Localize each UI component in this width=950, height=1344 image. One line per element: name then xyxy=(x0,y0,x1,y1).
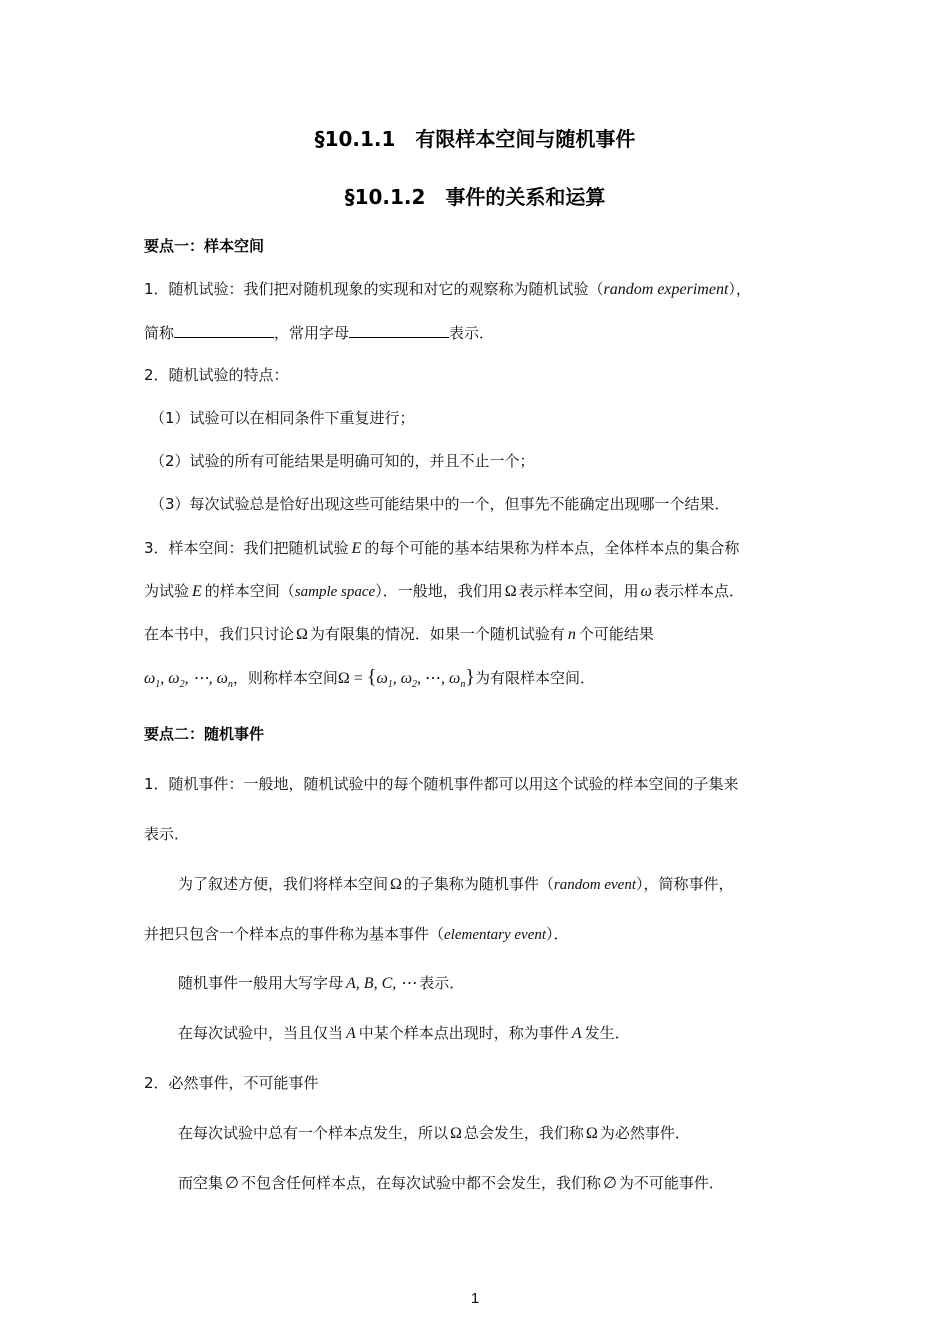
paragraph-sample-space-3: 在本书中，我们只讨论 Ω 为有限集的情况．如果一个随机试验有 n 个可能结果 xyxy=(144,625,654,643)
paragraph-elementary-event: 并把只包含一个样本点的事件称为基本事件（elementary event）． xyxy=(144,925,569,943)
paragraph-sample-space-2: 为试验 E 的样本空间（sample space）．一般地，我们用 Ω 表示样本空间，用 ω 表示样本点． xyxy=(144,582,744,600)
list-item-1: （1）试验可以在相同条件下重复进行； xyxy=(150,409,415,427)
paragraph-characteristics: 2．随机试验的特点： xyxy=(144,366,289,384)
formula-sample-space-set: $\Omega = \{\omega_1$, $\omega_2$, ⋯, $\omega_n$} xyxy=(337,666,475,691)
paragraph-sample-space-1: 3．样本空间：我们把随机试验 E 的每个可能的基本结果称为样本点，全体样本点的集合称 xyxy=(144,539,740,557)
list-item-2: （2）试验的所有可能结果是明确可知的，并且不止一个； xyxy=(150,452,535,470)
blank-letter[interactable] xyxy=(349,322,449,338)
page-number: 1 xyxy=(470,1290,480,1307)
paragraph-fill-blanks: 简称 ，常用字母 表示． xyxy=(144,324,495,342)
paragraph-random-event-1: 1．随机事件：一般地，随机试验中的每个随机事件都可以用这个试验的样本空间的子集来 xyxy=(144,775,739,793)
blank-abbreviation[interactable] xyxy=(174,322,274,338)
paragraph-event-letters: 随机事件一般用大写字母 A, B, C, ⋯ 表示． xyxy=(178,974,465,992)
paragraph-event-definition: 为了叙述方便，我们将样本空间 Ω 的子集称为随机事件（random event），简称事件， xyxy=(178,875,734,893)
paragraph-sample-space-formula: $\omega_1$, $\omega_2$, ⋯, $\omega_n$，则称样本空间$\Omega = \{\omega_1$, $\omega_2$, ⋯, $\omega_n$}为有限样本空间． xyxy=(144,666,595,691)
title-section-1: §10.1.1 有限样本空间与随机事件 xyxy=(314,127,636,151)
paragraph-event-occurs: 在每次试验中，当且仅当 A 中某个样本点出现时，称为事件 A 发生． xyxy=(178,1024,630,1042)
list-item-3: （3）每次试验总是恰好出现这些可能结果中的一个，但事先不能确定出现哪一个结果． xyxy=(150,495,730,513)
formula-omega-list: $\omega_1$, $\omega_2$, ⋯, $\omega_n$ xyxy=(144,670,233,691)
heading-point-1: 要点一：样本空间 xyxy=(144,237,265,255)
title-section-2: §10.1.2 事件的关系和运算 xyxy=(344,185,606,209)
paragraph-impossible-event: 而空集 ∅ 不包含任何样本点，在每次试验中都不会发生，我们称 ∅ 为不可能事件． xyxy=(178,1174,724,1192)
paragraph-random-experiment: 1．随机试验：我们把对随机现象的实现和对它的观察称为随机试验（random experiment）， xyxy=(144,280,751,298)
paragraph-random-event-2: 表示． xyxy=(144,825,190,843)
paragraph-certain-event: 在每次试验中总有一个样本点发生，所以 Ω 总会发生，我们称 Ω 为必然事件． xyxy=(178,1124,690,1142)
heading-point-2: 要点二：随机事件 xyxy=(144,725,265,743)
paragraph-certain-impossible: 2．必然事件，不可能事件 xyxy=(144,1074,319,1092)
